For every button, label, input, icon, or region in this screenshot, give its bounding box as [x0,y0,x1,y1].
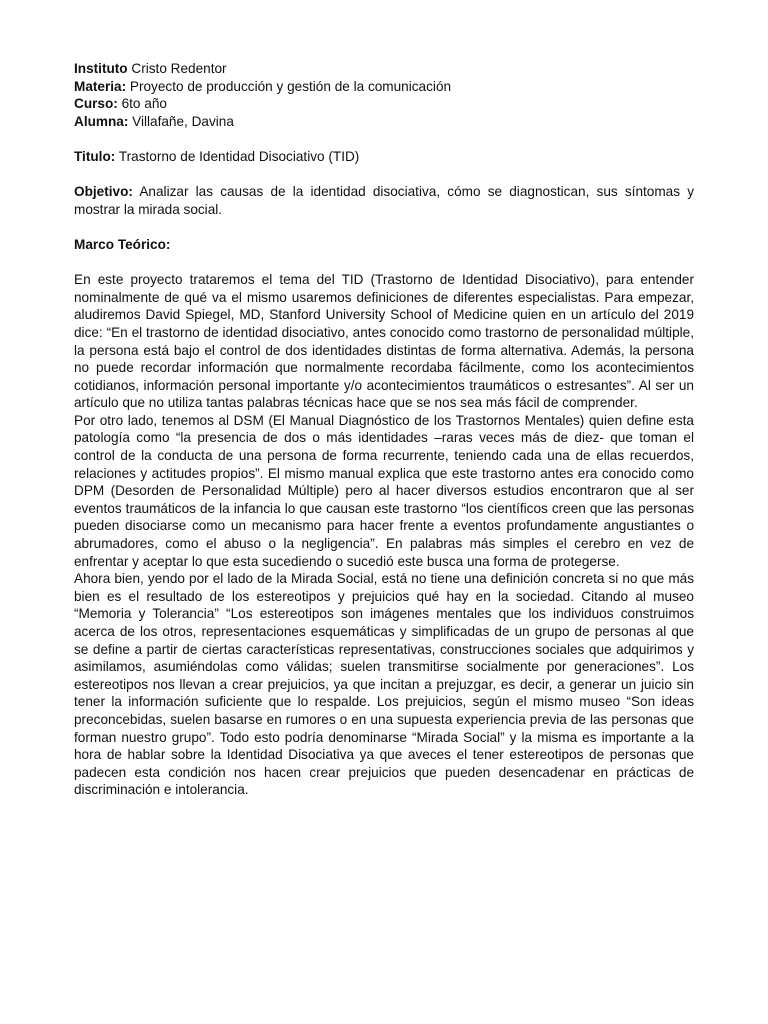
course-label: Curso: [74,96,118,112]
student-label: Alumna: [74,113,129,129]
course-line [74,95,694,113]
subject-label: Materia: [74,78,127,94]
spacer [74,166,694,184]
document-page [74,60,694,799]
spacer [74,254,694,272]
institute-value: Cristo Redentor [131,61,227,76]
title-value: Trastorno de Identidad Disociativo (TID) [118,148,360,164]
course-value: 6to año [121,96,167,112]
spacer [74,130,694,148]
title-label: Titulo: [74,148,116,164]
subject-value: Proyecto de producción y gestión de la comunicación [129,78,452,94]
body-paragraph: Por otro lado, tenemos al DSM (El Manual Diagnóstico de los Trastornos Mentales) quien define esta patología como “la presencia de dos o más identidades –raras veces más de diez- que toman el control de la conducta de una persona de forma recurrente, teniendo cada una de ellas recuerdos, relaciones y actitudes propios”. El mismo manual explica que este trastorno antes era conocido como DPM (Desorden de Personalidad Múltiple) pero al hacer diversos estudios encontraron que al ser eventos traumáticos de la infancia lo que causan este trastorno “los científicos creen que las personas pueden disociarse como un mecanismo para hacer frente a eventos profundamente angustiantes o abrumadores, como el abuso o la negligencia”. En palabras más simples el cerebro en vez de enfrentar y aceptar lo que esta sucediendo o sucedió este busca una forma de protegerse. [74,412,694,569]
institute-line [74,60,694,78]
student-line [74,113,694,131]
objective-paragraph [74,183,694,218]
institute-label: Instituto [74,61,128,76]
objective-label: Objetivo: [74,184,133,200]
objective-value: Analizar las causas de la identidad disociativa, cómo se diagnostican, sus síntomas y mostrar la mirada social. [74,184,694,217]
framework-heading: Marco Teórico: [74,236,171,252]
subject-line [74,78,694,96]
body-paragraph: En este proyecto trataremos el tema del TID (Trastorno de Identidad Disociativo), para entender nominalmente de qué va el mismo usaremos definiciones de diferentes especialistas. Para empezar, aludiremos David Spiegel, MD, Stanford University School of Medicine quien en un artículo del 2019 dice: “En el trastorno de identidad disociativo, antes conocido como trastorno de personalidad múltiple, la persona está bajo el control de dos identidades distintas de forma alternativa. Además, la persona no puede recordar información que normalmente recordaba fácilmente, como los acontecimientos cotidianos, información personal importante y/o acontecimientos traumáticos o estresantes”. Al ser un artículo que no utiliza tantas palabras técnicas hace que se nos sea más fácil de comprender. [74,272,694,411]
title-line [74,148,694,166]
spacer [74,218,694,236]
student-value: Villafañe, Davina [132,113,234,129]
body-paragraph: Ahora bien, yendo por el lado de la Mirada Social, está no tiene una definición concreta si no que más bien es el resultado de los estereotipos y prejuicios qué hay en la sociedad. Citando al museo “Memoria y Tolerancia” “Los estereotipos son imágenes mentales que los individuos construimos acerca de los otros, representaciones esquemáticas y simplificadas de un grupo de personas al que se define a partir de ciertas características representativas, construcciones sociales que adquirimos y asimilamos, asumiéndolas como válidas; suelen transmitirse socialmente por generaciones”. Los estereotipos nos llevan a crear prejuicios, ya que incitan a prejuzgar, es decir, a generar un juicio sin tener la información suficiente que lo respalde. Los prejuicios, según el mismo museo “Son ideas preconcebidas, suelen basarse en rumores o en una supuesta experiencia previa de las personas que forman nuestro grupo”. Todo esto podría denominarse “Mirada Social” y la misma es importante a la hora de hablar sobre la Identidad Disociativa ya que aveces el tener estereotipos de personas que padecen esta condición nos hacen crear prejuicios que pueden desencadenar en prácticas de discriminación e intolerancia. [74,571,694,798]
